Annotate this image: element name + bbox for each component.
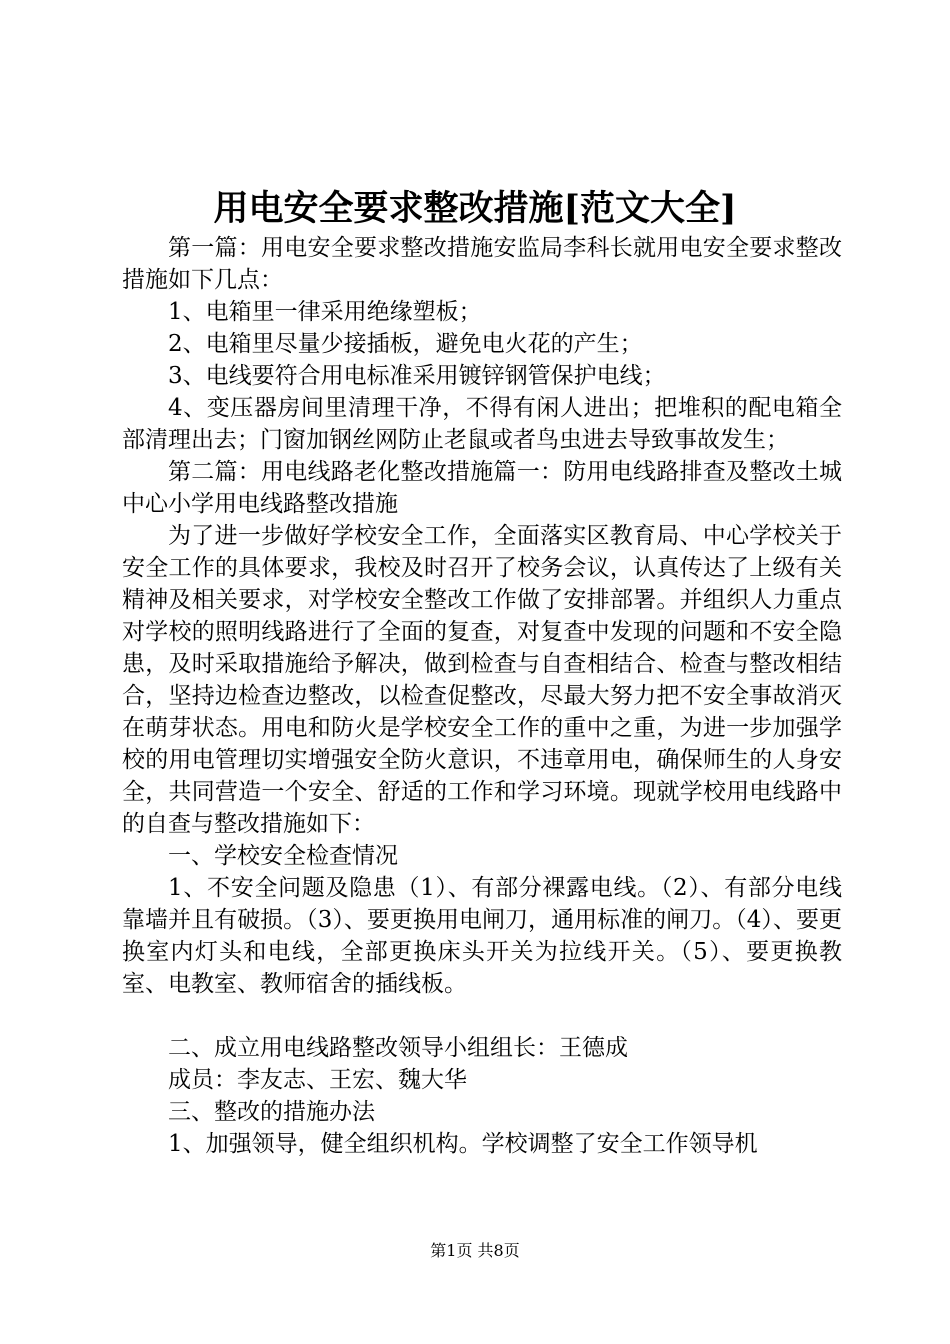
paragraph-intro: 第一篇：用电安全要求整改措施安监局李科长就用电安全要求整改措施如下几点： (122, 235, 842, 293)
section-heading: 二、成立用电线路整改领导小组组长：王德成 (168, 1035, 628, 1061)
document-body (122, 232, 842, 1160)
document-title: 用电安全要求整改措施[范文大全] (213, 188, 737, 229)
paragraph-body: 为了进一步做好学校安全工作，全面落实区教育局、中心学校关于安全工作的具体要求，我校及时召开了校务会议，认真传达了上级有关精神及相关要求，对学校安全整改工作做了安排部署。并组织人力重点对学校的照明线路进行了全面的复查，对复查中发现的问题和不安全隐患，及时采取措施给予解决，做到检查与自查相结合、检查与整改相结合，坚持边检查边整改，以检查促整改，尽最大努力把不安全事故消灭在萌芽状态。用电和防火是学校安全工作的重中之重，为进一步加强学校的用电管理切实增强安全防火意识，不违章用电，确保师生的人身安全，共同营造一个安全、舒适的工作和学习环境。现就学校用电线路中的自查与整改措施如下： (122, 523, 842, 837)
section-heading: 三、整改的措施办法 (168, 1099, 375, 1125)
paragraph-issues: 1、不安全问题及隐患（1）、有部分裸露电线。（2）、有部分电线靠墙并且有破损。（3）、要更换用电闸刀，通用标准的闸刀。（4）、要更换室内灯头和电线，全部更换床头开关为拉线开关。（5）、要更换教室、电教室、教师宿舍的插线板。 (122, 875, 842, 997)
paragraph-measures: 1、加强领导，健全组织机构。学校调整了安全工作领导机 (168, 1131, 758, 1157)
paragraph-members: 成员：李友志、王宏、魏大华 (168, 1067, 467, 1093)
page-footer: 第1页 共8页 (430, 1241, 520, 1260)
section-heading: 一、学校安全检查情况 (168, 843, 398, 869)
list-item: 4、变压器房间里清理干净，不得有闲人进出；把堆积的配电箱全部清理出去；门窗加钢丝网防止老鼠或者鸟虫进去导致事故发生； (122, 395, 842, 453)
paragraph-section-two: 第二篇：用电线路老化整改措施篇一：防用电线路排查及整改土城中心小学用电线路整改措施 (122, 459, 842, 517)
list-item: 2、电箱里尽量少接插板，避免电火花的产生； (168, 331, 643, 357)
list-item: 1、电箱里一律采用绝缘塑板； (168, 299, 482, 325)
list-item: 3、电线要符合用电标准采用镀锌钢管保护电线； (168, 363, 666, 389)
